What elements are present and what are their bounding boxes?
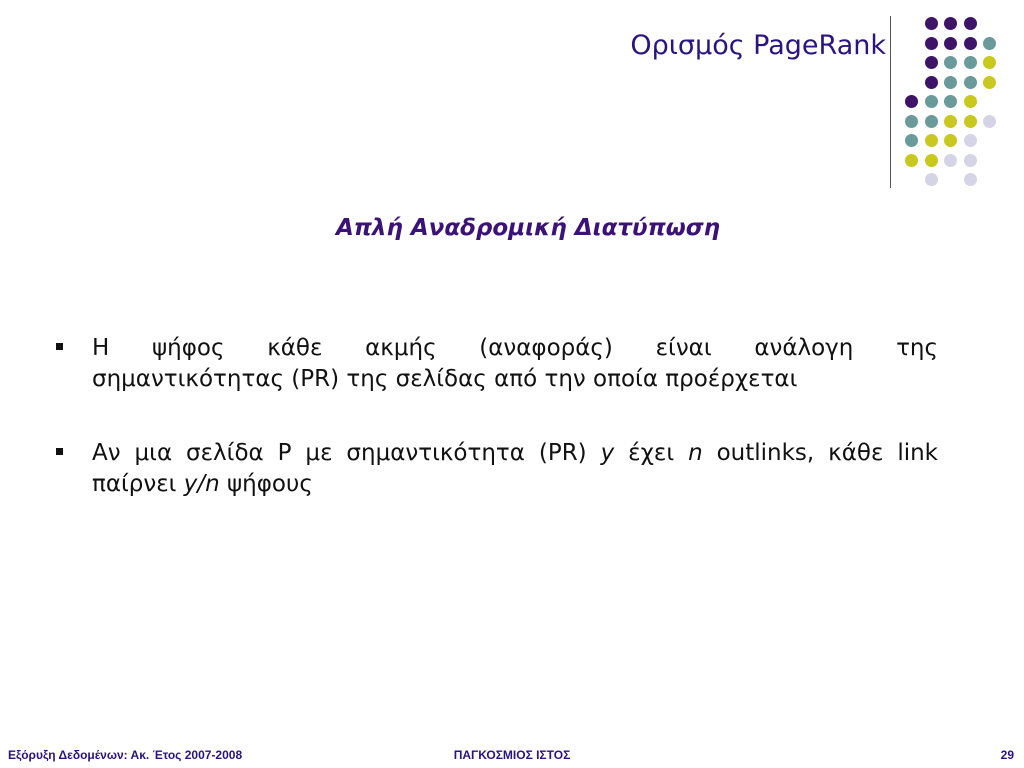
decorative-dot [944, 115, 957, 128]
decorative-dot [983, 76, 996, 89]
variable-y-over-n: y/n [183, 471, 220, 497]
bullet-item [56, 438, 938, 500]
decorative-dot [964, 76, 977, 89]
slide-subtitle: Απλή Αναδρομική Διατύπωση [335, 215, 721, 241]
decorative-dot [905, 154, 918, 167]
decorative-dot [964, 154, 977, 167]
decorative-dot [925, 115, 938, 128]
decorative-dot [905, 95, 918, 108]
decorative-dot [964, 95, 977, 108]
bullet-text-line: σημαντικότητας (PR) της σελίδας από την οποία προέρχεται [92, 366, 798, 392]
footer-course: Εξόρυξη Δεδομένων: Ακ. Έτος 2007-2008 [8, 748, 243, 762]
decorative-dot-grid [0, 0, 1024, 200]
decorative-dot [983, 37, 996, 50]
bullet-text: Αν μια σελίδα P με σημαντικότητα (PR) [92, 440, 601, 466]
decorative-dot [944, 134, 957, 147]
decorative-dot [983, 56, 996, 69]
decorative-dot [944, 17, 957, 30]
decorative-dot [925, 173, 938, 186]
slide-title: Ορισμός PageRank [630, 30, 886, 61]
decorative-dot [964, 37, 977, 50]
bullet-text: ψήφους [219, 471, 313, 497]
decorative-dot [944, 76, 957, 89]
page-number: 29 [1000, 748, 1014, 762]
decorative-dot [925, 76, 938, 89]
decorative-dot [925, 154, 938, 167]
decorative-dot [964, 56, 977, 69]
decorative-dot [964, 17, 977, 30]
footer-topic: ΠΑΓΚΟΣΜΙΟΣ ΙΣΤΟΣ [453, 748, 571, 762]
decorative-dot [944, 56, 957, 69]
bullet-text-line: Η ψήφος κάθε ακμής (αναφοράς) είναι ανάλογη της [92, 335, 938, 361]
decorative-dot [944, 154, 957, 167]
variable-y: y [600, 440, 615, 466]
decorative-dot [925, 134, 938, 147]
decorative-dot [925, 37, 938, 50]
variable-n: n [688, 440, 703, 466]
decorative-dot [925, 17, 938, 30]
decorative-dot [944, 37, 957, 50]
decorative-dot [925, 95, 938, 108]
bullet-list [56, 333, 938, 543]
decorative-dot [925, 56, 938, 69]
decorative-dot [983, 115, 996, 128]
bullet-item [56, 333, 938, 395]
square-bullet-icon [56, 448, 63, 455]
decorative-dot [905, 115, 918, 128]
decorative-dot [964, 173, 977, 186]
decorative-dot [905, 134, 918, 147]
decorative-dot [964, 115, 977, 128]
bullet-text: outlinks, κάθε link παίρνει [92, 440, 938, 497]
bullet-text: έχει [614, 440, 689, 466]
decorative-dot [944, 95, 957, 108]
decorative-dot [964, 134, 977, 147]
square-bullet-icon [56, 343, 63, 350]
